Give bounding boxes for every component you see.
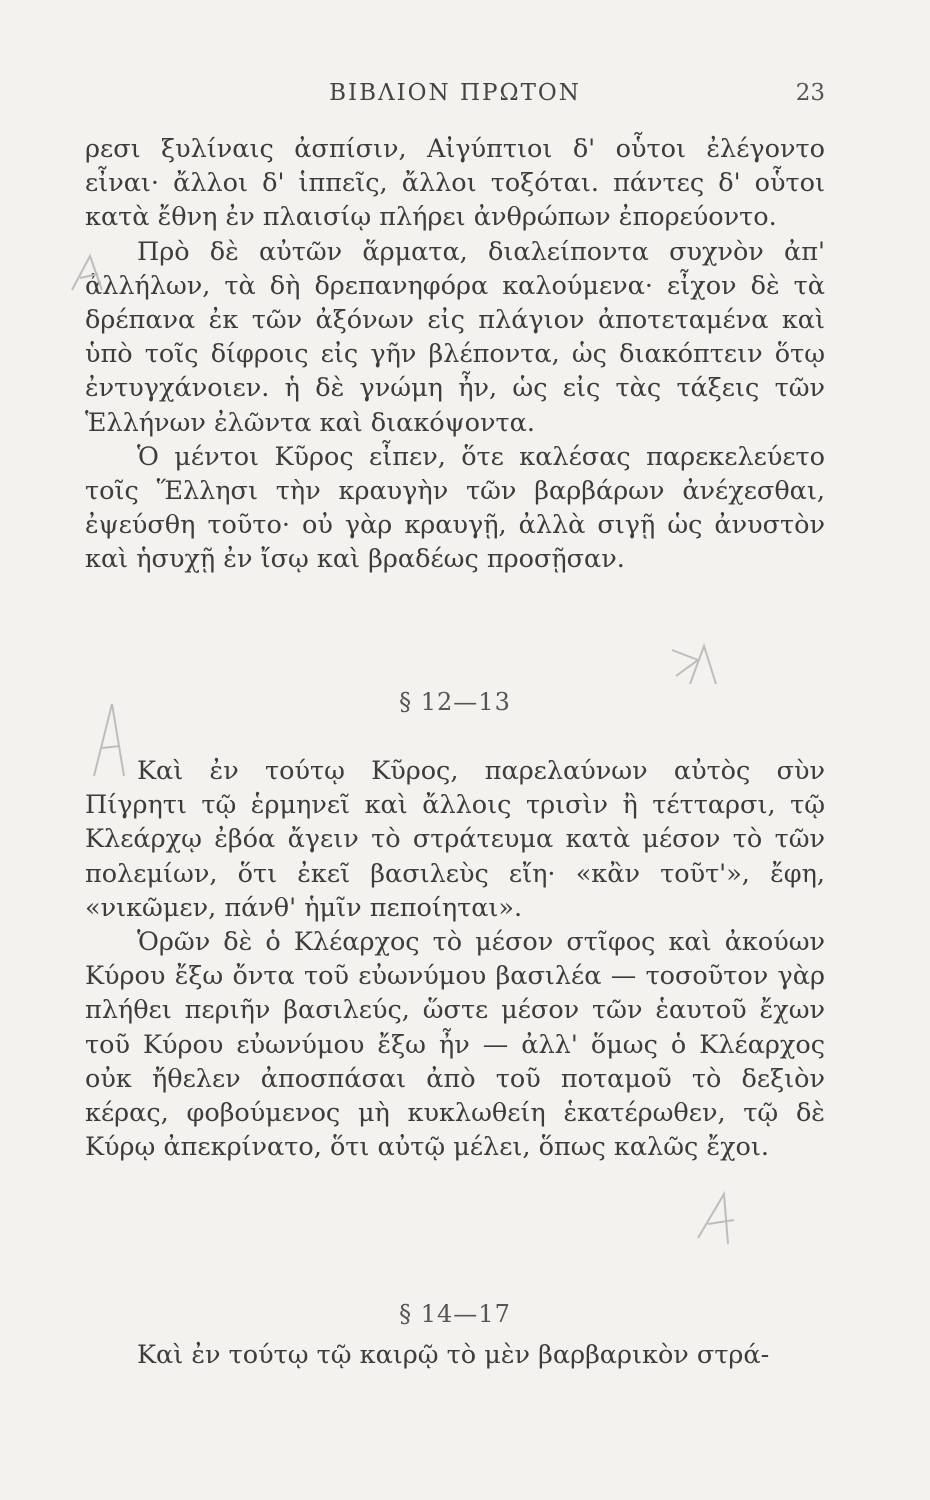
page-number: 23 bbox=[795, 80, 825, 106]
pencil-mark-icon bbox=[62, 250, 122, 300]
text-block-1 bbox=[85, 132, 825, 577]
paragraph-barbarian-army: Καὶ ἐν τούτῳ τῷ καιρῷ τὸ μὲν βαρβαρικὸν στρά- bbox=[137, 1340, 770, 1370]
section-heading-14-17: § 14—17 bbox=[399, 1300, 511, 1328]
pencil-mark-icon bbox=[88, 700, 138, 780]
section-heading-12-13: § 12—13 bbox=[399, 688, 511, 716]
pencil-mark-icon bbox=[690, 1190, 750, 1250]
paragraph-cyrus-shout: Ὁ μέντοι Κῦρος εἶπεν, ὅτε καλέσας παρεκελεύετο τοῖς Ἕλλησι τὴν κραυγὴν τῶν βαρβάρων ἀνέχεσθαι, ἐψεύσθη τοῦτο· οὐ γὰρ κραυγῇ, ἀλλὰ σιγῇ ὡς ἀνυστὸν καὶ ἡσυχῇ ἐν ἴσῳ καὶ βραδέως προσῇσαν. bbox=[85, 441, 825, 575]
paragraph-clearchus: Ὁρῶν δὲ ὁ Κλέαρχος τὸ μέσον στῖφος καὶ ἀκούων Κύρου ἔξω ὄντα τοῦ εὐωνύμου βασιλέα — τοσοῦτον γὰρ πλήθει περιῆν βασιλεύς, ὥστε μέσον τῶν ἑαυτοῦ ἔχων τοῦ Κύρου εὐωνύμου ἔξω ἦν — ἀλλ' ὅμως ὁ Κλέαρχος οὐκ ἤθελεν ἀποσπάσαι ἀπὸ τοῦ ποταμοῦ τὸ δεξιὸν κέρας, φοβούμενος μὴ κυκλωθείη ἑκατέρωθεν, τῷ δὲ Κύρῳ ἀπεκρίνατο, ὅτι αὐτῷ μέλει, ὅπως καλῶς ἔχοι. bbox=[85, 927, 825, 1163]
paragraph-continued: ρεσι ξυλίναις ἀσπίσιν, Αἰγύπτιοι δ' οὗτοι ἐλέγοντο εἶναι· ἄλλοι δ' ἱππεῖς, ἄλλοι τοξόται. πάντες δ' οὗτοι κατὰ ἔθνη ἐν πλαισίῳ πλήρει ἀνθρώπων ἐπορεύοντο. bbox=[85, 134, 825, 233]
pencil-mark-icon bbox=[668, 640, 728, 690]
paragraph-chariots: Πρὸ δὲ αὐτῶν ἅρματα, διαλείποντα συχνὸν ἀπ' ἀλλήλων, τὰ δὴ δρεπανηφόρα καλούμενα· εἶχον δὲ τὰ δρέπανα ἐκ τῶν ἀξόνων εἰς πλάγιον ἀποτεταμένα καὶ ὑπὸ τοῖς δίφροις εἰς γῆν βλέποντα, ὡς διακόπτειν ὅτῳ ἐντυγχάνοιεν. ἡ δὲ γνώμη ἦν, ὡς εἰς τὰς τάξεις τῶν Ἑλλήνων ἐλῶντα καὶ διακόψοντα. bbox=[85, 236, 825, 438]
running-head bbox=[85, 80, 825, 116]
text-block-2 bbox=[85, 754, 825, 1164]
paragraph-cyrus-pigres: Καὶ ἐν τούτῳ Κῦρος, παρελαύνων αὐτὸς σὺν Πίγρητι τῷ ἑρμηνεῖ καὶ ἄλλοις τρισὶν ἢ τέτταρσι, τῷ Κλεάρχῳ ἐβόα ἄγειν τὸ στράτευμα κατὰ μέσον τὸ τῶν πολεμίων, ὅτι ἐκεῖ βασιλεὺς εἴη· «κἂν τοῦτ'», ἔφη, «νικῶμεν, πάνθ' ἡμῖν πεποίηται». bbox=[85, 756, 825, 923]
text-block-3 bbox=[85, 1338, 825, 1372]
running-title: ΒΙΒΛΙΟΝ ΠΡΩΤΟΝ bbox=[329, 80, 581, 106]
